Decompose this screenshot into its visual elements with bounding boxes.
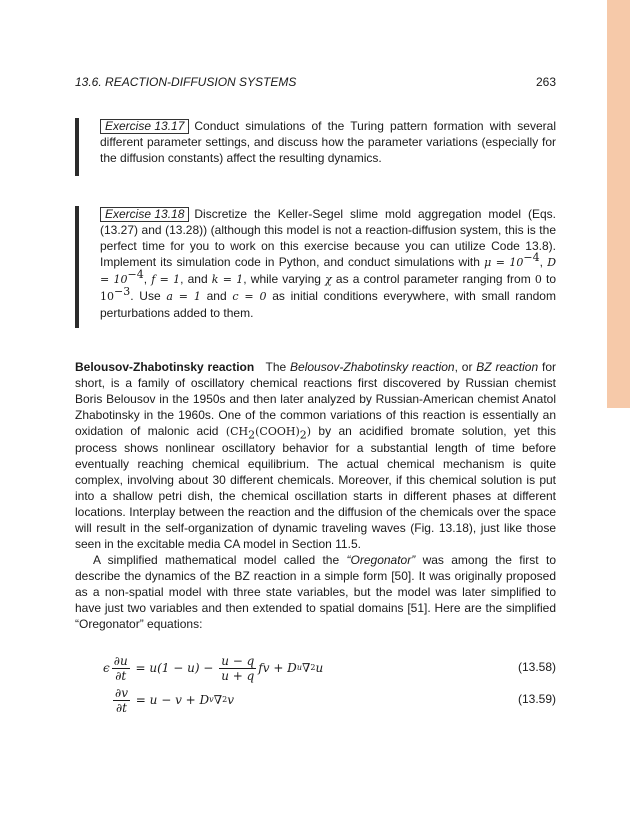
side-color-tab bbox=[607, 0, 630, 408]
text-run: was among the first to describe the dynamics of the BZ reaction in a simple form [50]. It was originally proposed as a non-spatial model with three state variables, but the model was later simplified to have just two variables and then extended to spatial domains [51]. Here are the simplified “Oregonator” equations: bbox=[75, 553, 556, 631]
math-expr: ∇ bbox=[213, 693, 223, 707]
text-run: A simplified mathematical model called the bbox=[93, 553, 347, 567]
equation-number: (13.58) bbox=[517, 660, 556, 674]
math-exp: −4 bbox=[523, 251, 540, 264]
math-mu: μ = 10 bbox=[484, 256, 524, 269]
fraction-numerator: u − q bbox=[221, 653, 255, 668]
exercise-body: as a control parameter ranging from bbox=[331, 272, 535, 286]
math-ten: 10 bbox=[100, 290, 114, 303]
math-expr: = u(1 − u) − bbox=[131, 661, 218, 675]
math-symbol: ϵ bbox=[103, 661, 110, 675]
paragraph-bz bbox=[75, 359, 556, 552]
exercise-text bbox=[100, 206, 556, 321]
sep: to bbox=[541, 272, 557, 286]
math-chi: χ bbox=[325, 273, 332, 286]
equation-13-59 bbox=[75, 680, 556, 720]
section-title: 13.6. REACTION-DIFFUSION SYSTEMS bbox=[75, 75, 297, 89]
body-text bbox=[75, 359, 556, 632]
italic-term: “Oregonator” bbox=[346, 553, 416, 567]
math-expr: ∇ bbox=[301, 661, 311, 675]
sep: and bbox=[200, 289, 233, 303]
page-header bbox=[75, 75, 556, 91]
exercise-body: as initial conditions everywhere, with small random perturbations added to them. bbox=[100, 289, 556, 320]
italic-term: BZ reaction bbox=[476, 360, 539, 374]
fraction bbox=[113, 686, 130, 715]
exercise-text bbox=[100, 118, 556, 166]
math-k: k = 1 bbox=[211, 273, 244, 286]
sep: , bbox=[143, 272, 152, 286]
math-expr: fv + D bbox=[258, 661, 297, 675]
exercise-label: Exercise 13.17 bbox=[100, 119, 189, 134]
fraction-numerator: ∂v bbox=[115, 685, 128, 700]
math-expr: = u − v + D bbox=[131, 693, 210, 707]
chem-formula: (COOH) bbox=[255, 425, 300, 438]
exercise-body: Conduct simulations of the Turing pattern formation with several different parameter settings, and discuss how the parameter variations (especially for the diffusion constants) affect the resulting dynamics. bbox=[100, 119, 556, 165]
text-run: , or bbox=[454, 360, 477, 374]
math-expr: u bbox=[315, 661, 324, 675]
exercise-box-13-18 bbox=[75, 206, 556, 328]
page-number: 263 bbox=[535, 75, 556, 89]
exercise-label: Exercise 13.18 bbox=[100, 207, 189, 222]
math-expr: v bbox=[227, 693, 234, 707]
fraction bbox=[112, 654, 130, 683]
math-D: D = 10 bbox=[100, 256, 557, 286]
sep: , bbox=[539, 255, 548, 269]
math-zero: 0 bbox=[534, 273, 542, 286]
math-a: a = 1 bbox=[166, 290, 201, 303]
text-run: for short, is a family of oscillatory chemical reactions first discovered by Russian chemist Boris Belousov in the 1950s and then later analyzed by Russian-American chemist Anatol Zhabotinsky in the 1960s. One of the common variations of this reaction is essentially an oxidation of malonic acid bbox=[75, 360, 557, 438]
fraction bbox=[219, 654, 256, 683]
chem-formula: ) bbox=[306, 425, 312, 438]
math-c: c = 0 bbox=[232, 290, 267, 303]
math-exp: −4 bbox=[127, 268, 144, 281]
paragraph-heading: Belousov-Zhabotinsky reaction bbox=[75, 360, 255, 374]
exercise-body: , while varying bbox=[243, 272, 326, 286]
exercise-body: . Use bbox=[130, 289, 167, 303]
fraction-denominator: u + q bbox=[221, 668, 255, 683]
math-f: f = 1 bbox=[151, 273, 181, 286]
equation-number: (13.59) bbox=[517, 692, 556, 706]
chem-sub: 2 bbox=[299, 428, 307, 442]
chem-formula: (CH bbox=[225, 425, 249, 438]
equation-body: ϵ $\frac{\partial u}{\partial t}$ = u(1 − u) − $\frac{u - q}{u + q}$ fv + D u ∇ 2 u bbox=[103, 653, 324, 683]
fraction-denominator: ∂t bbox=[115, 700, 127, 715]
math-exp: −3 bbox=[114, 285, 131, 298]
sep: , and bbox=[180, 272, 212, 286]
text-run: by an acidified bromate solution, yet this process shows nonlinear oscillatory behavior for a substantial length of time before eventually reaching chemical equilibrium. The actual chemical mechanism is quite complex, involving about 30 different chemicals. Moreover, if this chemical solution is put into a shallow petri dish, the chemical oscillation starts in different phases at different locations. Interplay between the reaction and the diffusion of the chemicals over the space will result in the self-organization of dynamic traveling waves (Fig. 13.18), just like those seen in the excitable media CA model in Section 11.5. bbox=[75, 424, 556, 551]
text-run: The bbox=[254, 360, 291, 374]
chem-sub: 2 bbox=[248, 428, 256, 442]
exercise-body: Discretize the Keller-Segel slime mold aggregation model (Eqs. (13.27) and (13.28)) (although this model is not a reaction-diffusion system, this is the perfect time for you to work on this exercise because you can utilize Code 13.8). Implement its simulation code in Python, and conduct simulations with bbox=[100, 207, 556, 269]
italic-term: Belousov-Zhabotinsky reaction bbox=[290, 360, 455, 374]
fraction-numerator: ∂u bbox=[113, 653, 128, 668]
paragraph-oregonator bbox=[75, 552, 556, 632]
equation-body: $\frac{\partial v}{\partial t}$ = u − v + D v ∇ 2 v bbox=[115, 685, 234, 715]
fraction-denominator: ∂t bbox=[115, 668, 127, 683]
exercise-box-13-17 bbox=[75, 118, 556, 176]
